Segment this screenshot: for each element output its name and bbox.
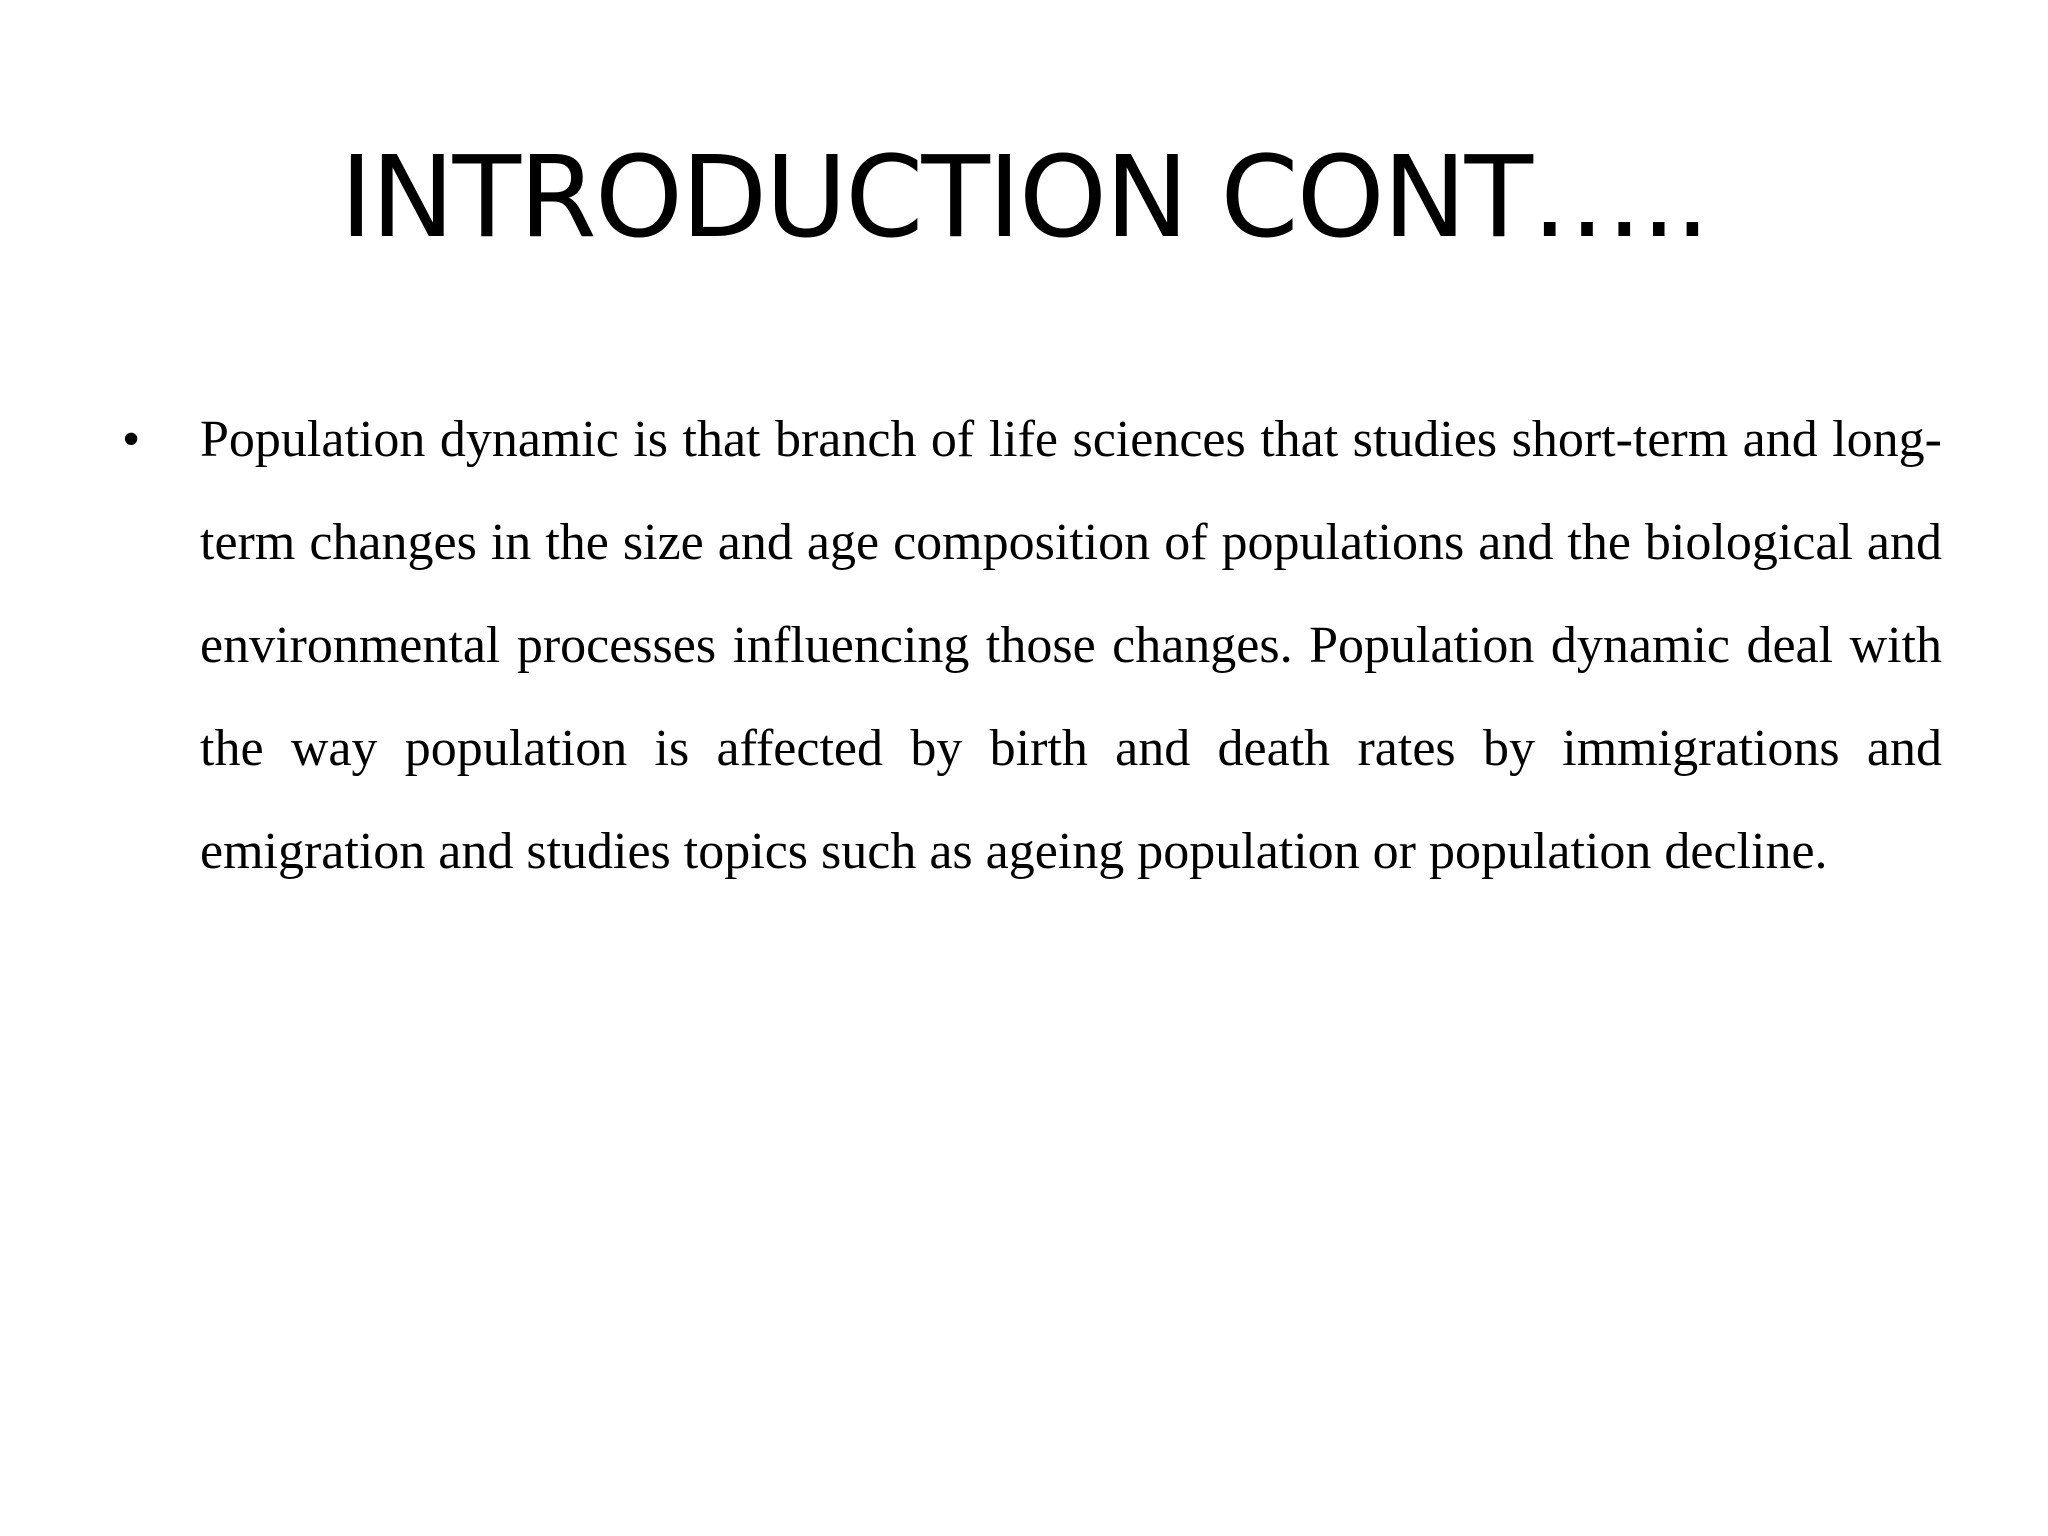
- bullet-marker: •: [122, 411, 141, 468]
- bullet-list: [112, 388, 1942, 903]
- bullet-item: [112, 388, 1942, 903]
- slide-title: INTRODUCTION CONT…..: [339, 133, 1709, 263]
- bullet-text: Population dynamic is that branch of life sciences that studies short-term and long-term changes in the size and age composition of populations and the biological and environmental processes influencing those changes. Population dynamic deal with the way population is affected by birth and death rates by immigrations and emigration and studies topics such as ageing population or population decline.: [200, 411, 1942, 880]
